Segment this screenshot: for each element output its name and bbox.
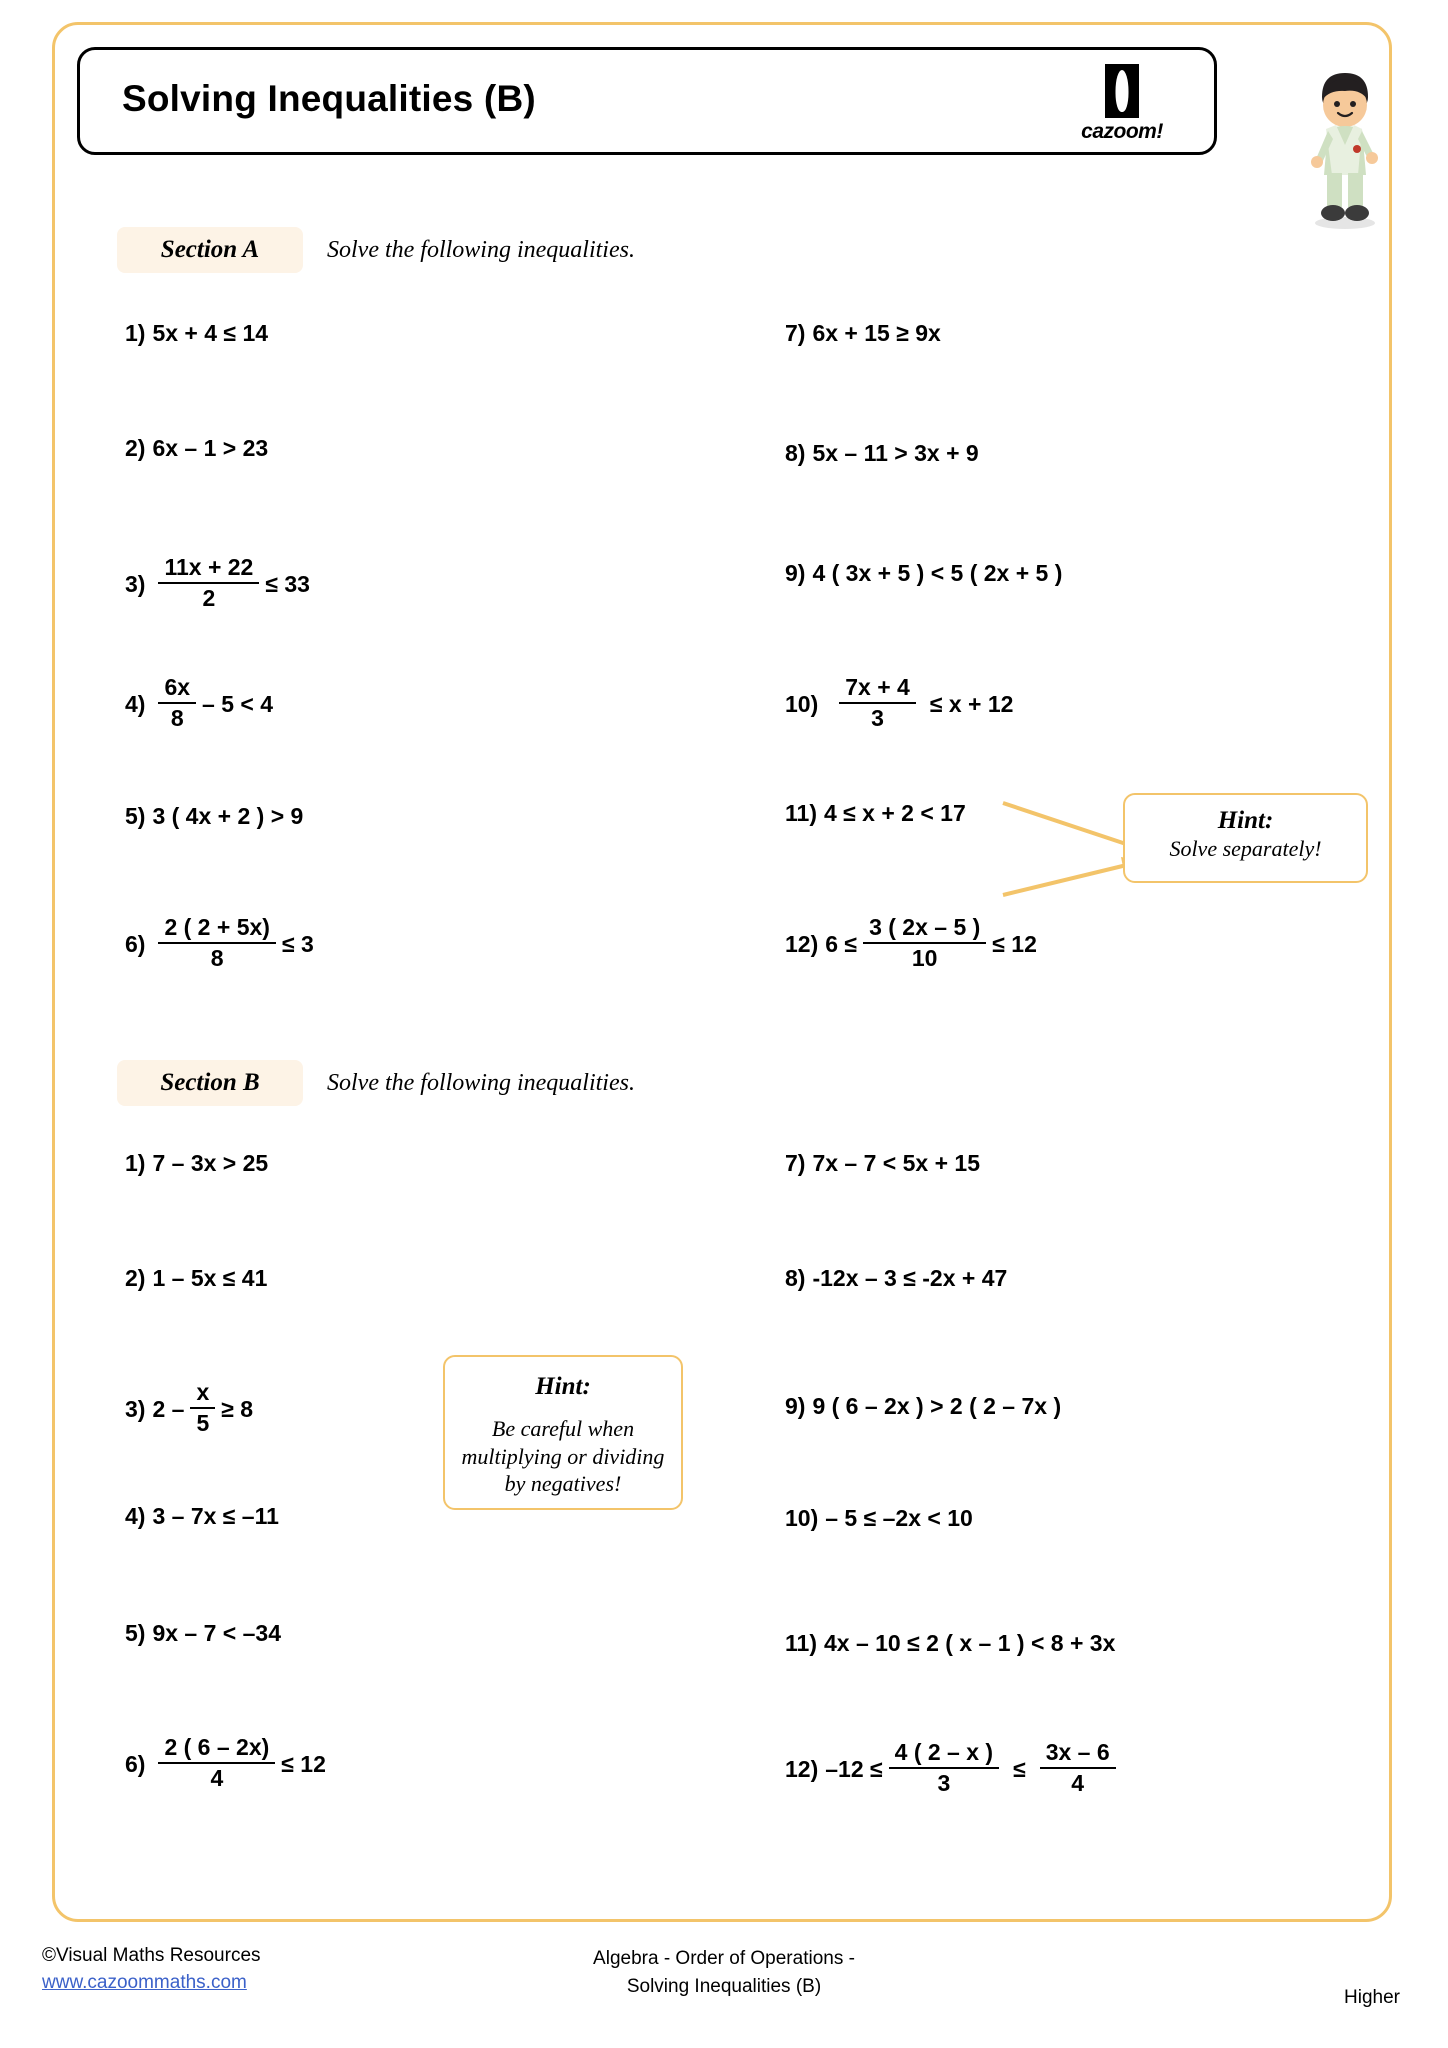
question-a-6-post: ≤ 3: [281, 930, 314, 957]
question-a-1-label: 1): [125, 320, 146, 346]
question-b-9-label: 9): [785, 1393, 806, 1419]
question-a-12-post: ≤ 12: [992, 930, 1037, 957]
question-b-7-label: 7): [785, 1150, 806, 1176]
section-a-pill: [117, 227, 303, 273]
question-a-4: [125, 675, 273, 733]
hint-box-2: [443, 1355, 683, 1510]
question-a-7: [785, 320, 941, 347]
question-a-10-numerator: 7x + 4: [839, 674, 916, 704]
mascot-illustration: [1300, 63, 1390, 233]
question-b-5-text: 9x – 7 < –34: [152, 1620, 281, 1646]
question-b-12-label: 12): [785, 1755, 819, 1782]
question-a-4-denominator: 8: [170, 705, 184, 732]
footer-topic-line-1: Algebra - Order of Operations -: [593, 1948, 855, 1969]
question-a-11-label: 11): [785, 800, 817, 826]
question-b-3-numerator: x: [190, 1379, 215, 1409]
question-b-5-label: 5): [125, 1620, 146, 1646]
question-a-9: [785, 560, 1062, 587]
question-a-5-label: 5): [125, 803, 146, 829]
question-a-8-label: 8): [785, 440, 806, 466]
footer-topic-line-2: Solving Inequalities (B): [626, 1975, 822, 1997]
hint-2-body: Be careful when multiplying or dividing by negatives!: [461, 1416, 665, 1496]
question-b-6-denominator: 4: [210, 1765, 224, 1792]
question-b-6-label: 6): [125, 1750, 146, 1777]
question-a-3-label: 3): [125, 570, 146, 597]
cazoom-logo: [1062, 64, 1182, 148]
question-a-6-fraction: [158, 914, 275, 972]
question-b-12-fraction-1: [889, 1739, 999, 1797]
question-b-2-text: 1 – 5x ≤ 41: [152, 1265, 268, 1291]
question-a-4-post: – 5 < 4: [202, 690, 274, 717]
hint-box-1: [1123, 793, 1368, 883]
question-b-6: [125, 1735, 326, 1793]
question-a-11: [785, 800, 966, 827]
question-b-8-text: -12x – 3 ≤ -2x + 47: [812, 1265, 1008, 1291]
section-a-instruction: Solve the following inequalities.: [327, 237, 635, 263]
question-a-4-label: 4): [125, 690, 146, 717]
question-b-8-label: 8): [785, 1265, 806, 1291]
question-a-7-label: 7): [785, 320, 806, 346]
question-b-2: [125, 1265, 267, 1292]
question-b-3-post: ≥ 8: [221, 1395, 254, 1422]
question-a-12: [785, 915, 1037, 973]
question-a-6-label: 6): [125, 930, 146, 957]
logo-wordmark: cazoom!: [1081, 120, 1163, 143]
question-b-1-text: 7 – 3x > 25: [152, 1150, 269, 1176]
question-a-2-text: 6x – 1 > 23: [152, 435, 269, 461]
question-b-10-label: 10): [785, 1505, 819, 1531]
footer-website-link[interactable]: www.cazoommaths.com: [42, 1972, 247, 1993]
hint-1-title: Hint:: [1217, 807, 1274, 834]
question-a-1-text: 5x + 4 ≤ 14: [152, 320, 269, 346]
question-b-12: [785, 1740, 1122, 1798]
question-b-2-label: 2): [125, 1265, 146, 1291]
question-b-7: [785, 1150, 980, 1177]
question-a-10-label: 10): [785, 690, 819, 717]
question-b-12-denominator-2: 4: [1071, 1770, 1085, 1797]
question-a-9-label: 9): [785, 560, 806, 586]
question-a-8-text: 5x – 11 > 3x + 9: [812, 440, 979, 466]
question-b-4-text: 3 – 7x ≤ –11: [152, 1503, 279, 1529]
footer-center: [593, 1945, 855, 2000]
question-a-12-label: 12): [785, 930, 819, 957]
question-b-12-fraction-2: [1040, 1739, 1116, 1797]
title-box: [77, 47, 1217, 155]
question-a-4-numerator: 6x: [158, 674, 196, 704]
question-a-3: [125, 555, 310, 613]
question-a-3-denominator: 2: [202, 585, 216, 612]
section-b-pill: [117, 1060, 303, 1106]
question-b-1-label: 1): [125, 1150, 146, 1176]
question-a-9-text: 4 ( 3x + 5 ) < 5 ( 2x + 5 ): [812, 560, 1063, 586]
question-a-3-fraction: [158, 554, 259, 612]
footer-copyright: ©Visual Maths Resources: [42, 1945, 261, 1966]
question-a-10: [785, 675, 1013, 733]
question-a-8: [785, 440, 979, 467]
question-a-6: [125, 915, 314, 973]
question-a-12-pre: 6 ≤: [825, 930, 858, 957]
question-b-12-denominator-1: 3: [937, 1770, 951, 1797]
question-a-2-label: 2): [125, 435, 146, 461]
question-a-7-text: 6x + 15 ≥ 9x: [812, 320, 941, 346]
question-a-12-denominator: 10: [911, 945, 938, 972]
question-b-12-pre: –12 ≤: [825, 1755, 883, 1782]
question-a-12-fraction: [863, 914, 986, 972]
question-b-6-numerator: 2 ( 6 – 2x): [158, 1734, 275, 1764]
question-b-9-text: 9 ( 6 – 2x ) > 2 ( 2 – 7x ): [812, 1393, 1062, 1419]
question-a-10-fraction: [839, 674, 916, 732]
question-b-12-numerator-1: 4 ( 2 – x ): [889, 1739, 999, 1769]
page-title: Solving Inequalities (B): [122, 78, 536, 119]
question-a-10-denominator: 3: [871, 705, 884, 732]
question-b-3-pre: 2 –: [152, 1395, 185, 1422]
question-b-10-text: – 5 ≤ –2x < 10: [825, 1505, 973, 1531]
hint-1-body: Solve separately!: [1169, 836, 1322, 861]
footer-level: Higher: [1344, 1987, 1400, 2008]
question-b-6-post: ≤ 12: [281, 1750, 326, 1777]
section-a-label: Section A: [160, 236, 260, 263]
question-b-12-mid: ≤: [1013, 1755, 1026, 1782]
question-a-5: [125, 803, 303, 830]
question-a-3-post: ≤ 33: [265, 570, 310, 597]
question-a-5-text: 3 ( 4x + 2 ) > 9: [152, 803, 304, 829]
question-b-11-label: 11): [785, 1630, 817, 1656]
question-b-3-label: 3): [125, 1395, 146, 1422]
question-b-4: [125, 1503, 279, 1530]
question-b-1: [125, 1150, 268, 1177]
question-b-10: [785, 1505, 973, 1532]
question-b-11: [785, 1630, 1115, 1657]
section-b-instruction: Solve the following inequalities.: [327, 1070, 635, 1096]
question-b-12-numerator-2: 3x – 6: [1040, 1739, 1116, 1769]
question-b-7-text: 7x – 7 < 5x + 15: [812, 1150, 980, 1176]
question-b-3-denominator: 5: [196, 1410, 210, 1437]
question-a-6-numerator: 2 ( 2 + 5x): [158, 914, 275, 944]
question-b-3: [125, 1380, 253, 1438]
question-a-4-fraction: [158, 674, 196, 732]
worksheet-page: [52, 22, 1392, 1922]
question-b-9: [785, 1393, 1061, 1420]
question-a-10-post: ≤ x + 12: [929, 690, 1014, 717]
hint-2-title: Hint:: [535, 1373, 591, 1400]
question-b-6-fraction: [158, 1734, 275, 1792]
question-b-5: [125, 1620, 281, 1647]
question-b-4-label: 4): [125, 1503, 146, 1529]
question-b-8: [785, 1265, 1007, 1292]
question-b-11-text: 4x – 10 ≤ 2 ( x – 1 ) < 8 + 3x: [823, 1630, 1116, 1656]
question-a-11-text: 4 ≤ x + 2 < 17: [823, 800, 966, 826]
section-b-label: Section B: [160, 1069, 260, 1096]
question-a-1: [125, 320, 268, 347]
question-b-3-fraction: [190, 1379, 215, 1437]
question-a-2: [125, 435, 268, 462]
question-a-12-numerator: 3 ( 2x – 5 ): [863, 914, 986, 944]
logo-mark-icon: [1105, 64, 1139, 118]
footer-left: [42, 1945, 261, 1994]
question-a-3-numerator: 11x + 22: [158, 554, 259, 584]
question-a-6-denominator: 8: [210, 945, 224, 972]
